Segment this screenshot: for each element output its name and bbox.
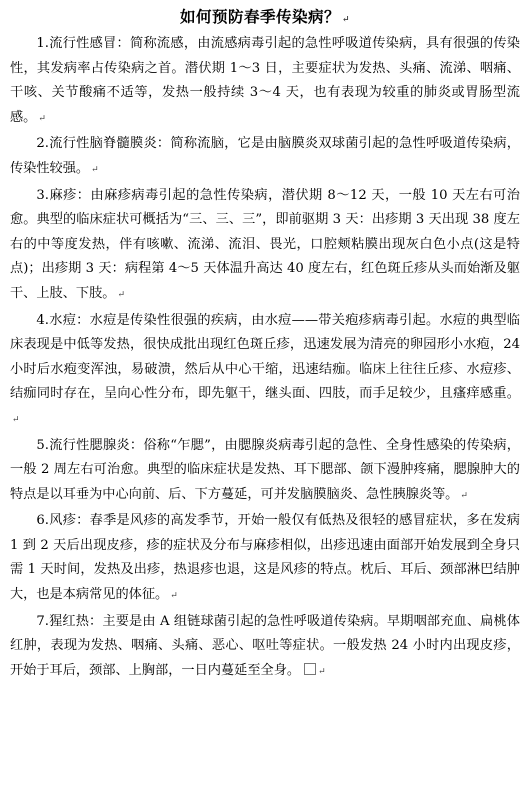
paragraph-chickenpox — [10, 309, 520, 433]
paragraph-mark-icon: ↵ — [460, 490, 468, 501]
paragraph-mark-icon: ↵ — [12, 414, 20, 425]
paragraph-meningitis — [10, 132, 520, 182]
paragraph-mark-icon: ↵ — [341, 15, 351, 25]
paragraph-text: 4.水痘：水痘是传染性很强的疾病，由水痘——带关疱疹病毒引起。水痘的典型临床表现是中低等发热，很快成批出现红色斑丘疹，迅速发展为清亮的卵园形小水疱，24 小时后水疱变浑浊，易破溃，然后从中心干缩，迅速结痂。临床上往往丘疹、水痘疹、结痂同时存在，呈向心性分布，即先躯干，继头面、四肢，而手足较少，且瘙痒感重。 — [10, 312, 520, 402]
title-text: 如何预防春季传染病？ — [179, 7, 340, 26]
paragraph-mark-icon: ↵ — [117, 289, 126, 300]
paragraph-measles — [10, 184, 520, 308]
paragraph-mumps — [10, 434, 520, 509]
paragraph-text: 1.流行性感冒：简称流感，由流感病毒引起的急性呼吸道传染病，具有很强的传染性，其发病率占传染病之首。潜伏期 1～3 日，主要症状为发热、头痛、流涕、咽痛、干咳、关节酸痛不适等，发热一般持续 3～4 天，也有表现为较重的肺炎或胃肠型流感。 — [10, 36, 520, 125]
paragraph-text: 2.流行性脑脊髓膜炎：简称流脑，它是由脑膜炎双球菌引起的急性呼吸道传染病，传染性较强。 — [10, 136, 520, 176]
paragraph-mark-icon: ↵ — [91, 164, 99, 175]
paragraph-scarlet-fever — [10, 610, 520, 685]
paragraph-mark-icon: ↵ — [318, 666, 326, 677]
document-page — [10, 6, 520, 685]
paragraph-text: 6.风疹：春季是风疹的高发季节，开始一般仅有低热及很轻的感冒症状，多在发病 1 到 2 天后出现皮疹，疹的症状及分布与麻疹相似，出疹迅速由面部开始发展到全身只需 1 天时间，发热及出疹，热退疹也退，这是风疹的特点。枕后、耳后、颈部淋巴结肿大，也是本病常见的体征。 — [10, 513, 520, 603]
paragraph-influenza — [10, 32, 520, 131]
paragraph-text: 7.猩红热：主要是由 A 组链球菌引起的急性呼吸道传染病。早期咽部充血、扁桃体红肿，表现为发热、咽痛、头痛、恶心、呕吐等症状。一般发热 24 小时内出现皮疹，开始于耳后，颈部、上胸部，一日内蔓延至全身。 — [10, 613, 520, 678]
paragraph-text: 3.麻疹：由麻疹病毒引起的急性传染病，潜伏期 8～12 天，一般 10 天左右可治愈。典型的临床症状可概括为“三、三、三”，即前驱期 3 天：出疹期 3 天出现 38 度左右的中等度发热，伴有咳嗽、流涕、流泪、畏光，口腔颊粘膜出现灰白色小点(这是特点)；出疹期 3 天：病程第 4～5 天体温升高达 40 度左右，红色斑丘疹从头而始渐及躯干、上肢、下肢。 — [10, 187, 520, 301]
text-cursor-box-icon — [304, 663, 316, 675]
paragraph-rubella — [10, 509, 520, 608]
paragraph-text: 5.流行性腮腺炎：俗称“乍腮”，由腮腺炎病毒引起的急性、全身性感染的传染病，一般 2 周左右可治愈。典型的临床症状是发热、耳下腮部、颌下漫肿疼痛，腮腺肿大的特点是以耳垂为中心向前、后、下方蔓延，可并发脑膜脑炎、急性胰腺炎等。 — [10, 437, 520, 502]
document-title — [10, 6, 520, 32]
paragraph-mark-icon: ↵ — [170, 591, 178, 602]
paragraph-mark-icon: ↵ — [38, 113, 46, 124]
